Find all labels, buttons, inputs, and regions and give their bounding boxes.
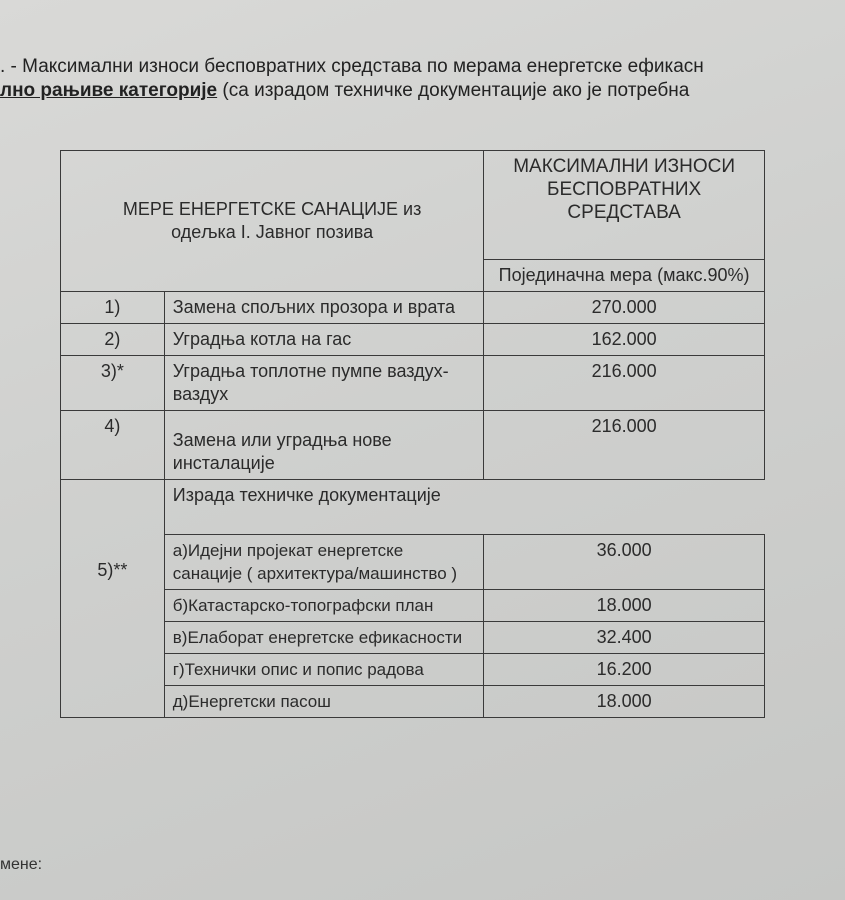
heading-text-1: . - Максимални износи бесповратних средстава по мерама енергетске ефикасн xyxy=(0,56,704,77)
footer-note: мене: xyxy=(0,856,43,873)
table-row xyxy=(61,686,765,718)
row-number: 2) xyxy=(61,324,165,356)
item-description: г)Технички опис и попис радова xyxy=(164,654,483,686)
row-value: 270.000 xyxy=(484,292,765,324)
row-number: 4) xyxy=(61,411,165,480)
row-value: 216.000 xyxy=(484,411,765,480)
row-number: 3)* xyxy=(61,356,165,411)
heading-bold-text: лно рањиве категорије xyxy=(0,80,218,101)
measures-table xyxy=(60,150,765,718)
table-row xyxy=(61,535,765,590)
row-number: 1) xyxy=(61,292,165,324)
item-value: 18.000 xyxy=(484,590,765,622)
row-value: 216.000 xyxy=(484,356,765,411)
header-measures-label: МЕРЕ ЕНЕРГЕТСКЕ САНАЦИЈЕ из одељка I. Јавног позива xyxy=(122,199,422,242)
header-single-measure-label: Појединачна мера (макс.90%) xyxy=(498,265,750,285)
item-value: 36.000 xyxy=(484,535,765,590)
item-value: 16.200 xyxy=(484,654,765,686)
group-title: Израда техничке документације xyxy=(164,480,764,535)
heading-line-2 xyxy=(0,80,845,102)
table-row xyxy=(61,356,765,411)
item-description: д)Енергетски пасош xyxy=(164,686,483,718)
table-row xyxy=(61,654,765,686)
row-description: Уградња топлотне пумпе ваздух-ваздух xyxy=(164,356,483,411)
heading-text-2: (са израдом техничке документације ако је потребна xyxy=(217,80,690,101)
item-description: а)Идејни пројекат енергетске санације ( архитектура/машинство ) xyxy=(164,535,483,590)
table-header-row xyxy=(61,151,765,260)
header-amount-cell xyxy=(484,151,765,260)
row-value: 162.000 xyxy=(484,324,765,356)
item-value: 18.000 xyxy=(484,686,765,718)
row-description: Замена или уградња нове инсталације xyxy=(164,411,483,480)
table-row xyxy=(61,292,765,324)
table-row xyxy=(61,411,765,480)
row-description: Замена спољних прозора и врата xyxy=(164,292,483,324)
table-row xyxy=(61,622,765,654)
group-number: 5)** xyxy=(61,480,165,718)
group-title-row xyxy=(61,480,765,535)
row-description: Уградња котла на гас xyxy=(164,324,483,356)
item-value: 32.400 xyxy=(484,622,765,654)
table-row xyxy=(61,590,765,622)
heading-line-1 xyxy=(0,56,845,78)
header-amount-label: МАКСИМАЛНИ ИЗНОСИ БЕСПОВРАТНИХ СРЕДСТАВА xyxy=(513,156,736,223)
header-measures-cell xyxy=(61,151,484,292)
header-single-measure-cell xyxy=(484,260,765,292)
item-description: в)Елаборат енергетске ефикасности xyxy=(164,622,483,654)
table-row xyxy=(61,324,765,356)
item-description: б)Катастарско-топографски план xyxy=(164,590,483,622)
